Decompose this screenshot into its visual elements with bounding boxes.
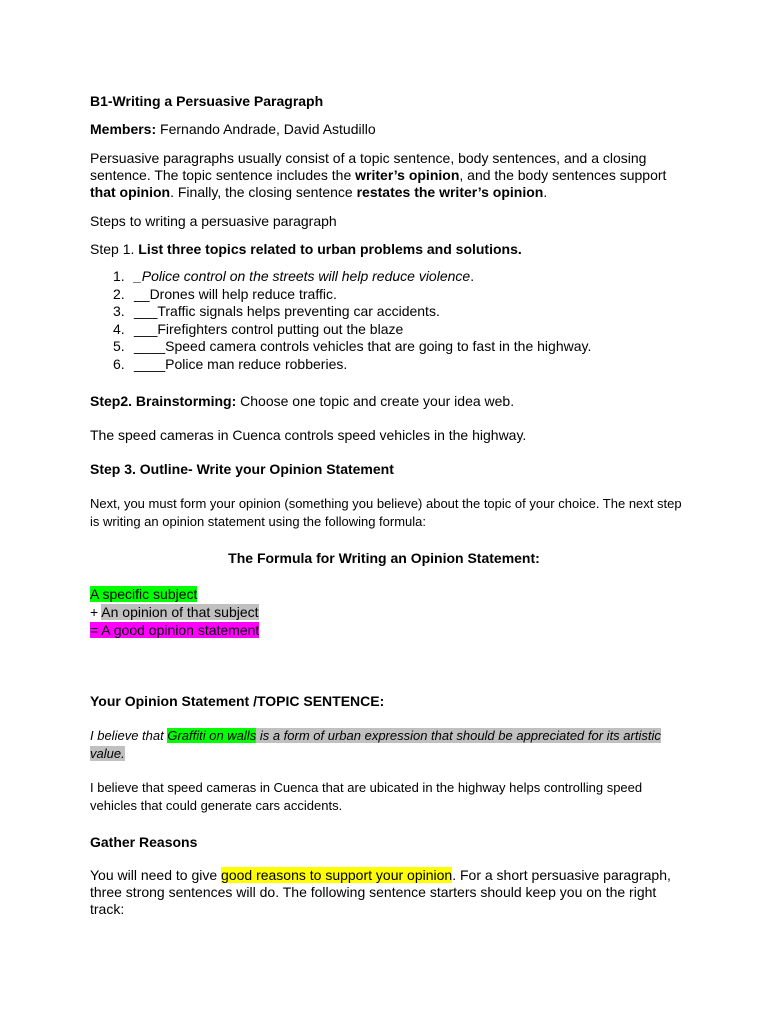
list-item <box>90 356 690 374</box>
list-text-tail: . <box>470 268 475 284</box>
step1-bold: List three topics related to urban problems and solutions. <box>138 241 522 257</box>
step2-answer: The speed cameras in Cuenca controls speed vehicles in the highway. <box>90 427 527 443</box>
step3-heading: Step 3. Outline- Write your Opinion Statement <box>90 461 394 477</box>
gather-text-1: You will need to give <box>90 867 222 883</box>
list-number: 5. <box>113 338 125 355</box>
formula-line-result <box>90 621 690 639</box>
gather-highlight: good reasons to support your opinion <box>221 867 453 883</box>
topic-sentence-heading: Your Opinion Statement /TOPIC SENTENCE: <box>90 693 385 709</box>
list-number: 3. <box>113 303 125 320</box>
document-title: B1-Writing a Persuasive Paragraph <box>90 93 324 109</box>
answer-statement: I believe that speed cameras in Cuenca that are ubicated in the highway helps controlling speed vehicles that could generate cars accidents. <box>90 780 643 813</box>
list-number: 4. <box>113 320 125 337</box>
formula-plus: + <box>90 604 102 620</box>
example-opinion: is a form of urban expression that should be appreciated for its artistic value. <box>90 728 661 761</box>
list-item <box>90 268 690 286</box>
formula-result: = A good opinion statement <box>90 622 260 638</box>
intro-text-2: , and the body sentences support <box>459 167 667 183</box>
members-label: Members: <box>90 121 157 137</box>
list-text: ___Firefighters control putting out the blaze <box>134 320 404 337</box>
example-statement <box>90 727 670 763</box>
list-text: ___Traffic signals helps preventing car accidents. <box>134 303 440 320</box>
formula-block <box>90 585 690 639</box>
intro-bold-3: restates the writer’s opinion <box>356 184 544 200</box>
step1-prefix: Step 1. <box>90 241 139 257</box>
intro-text-3: . Finally, the closing sentence <box>170 184 357 200</box>
members-value: Fernando Andrade, David Astudillo <box>156 121 376 137</box>
step2-rest: Choose one topic and create your idea web. <box>236 393 515 409</box>
step1-heading <box>90 241 690 258</box>
step2-heading <box>90 393 690 410</box>
intro-text-1: Persuasive paragraphs usually consist of a topic sentence, body sentences, and a closing sentence. The topic sentence includes the <box>90 150 647 183</box>
step2-bold: Step2. Brainstorming: <box>90 393 237 409</box>
list-item <box>90 303 690 321</box>
formula-line-opinion <box>90 603 690 621</box>
list-item <box>90 338 690 356</box>
example-subject: Graffiti on walls <box>167 728 257 743</box>
gather-heading: Gather Reasons <box>90 834 198 850</box>
topics-list <box>90 268 690 374</box>
formula-subject: A specific subject <box>90 586 198 602</box>
list-item <box>90 321 690 339</box>
list-number: 1. <box>113 268 125 284</box>
list-number: 2. <box>113 285 125 302</box>
gather-text-2: . For a short persuasive paragraph, three strong sentences will do. The following sentence starters should keep you on the right track: <box>90 867 671 917</box>
list-text: _Police control on the streets will help reduce violence <box>134 268 471 284</box>
formula-line-subject <box>90 585 690 603</box>
intro-text-4: . <box>543 184 548 200</box>
list-text: __Drones will help reduce traffic. <box>134 285 337 302</box>
list-number: 6. <box>113 355 125 372</box>
intro-bold-2: that opinion <box>90 184 171 200</box>
formula-title: The Formula for Writing an Opinion Statement: <box>228 550 540 566</box>
example-lead: I believe that <box>90 728 168 743</box>
steps-heading: Steps to writing a persuasive paragraph <box>90 213 337 229</box>
intro-bold-1: writer’s opinion <box>355 167 460 183</box>
members-line <box>90 121 690 138</box>
intro-paragraph <box>90 150 690 201</box>
list-text: ____Speed camera controls vehicles that are going to fast in the highway. <box>134 338 592 355</box>
step3-text: Next, you must form your opinion (something you believe) about the topic of your choice. The next step is writing an opinion statement using the following formula: <box>90 496 682 529</box>
gather-paragraph <box>90 867 680 918</box>
formula-opinion: An opinion of that subject <box>101 604 259 620</box>
list-item <box>90 286 690 304</box>
list-text: ____Police man reduce robberies. <box>134 355 348 372</box>
